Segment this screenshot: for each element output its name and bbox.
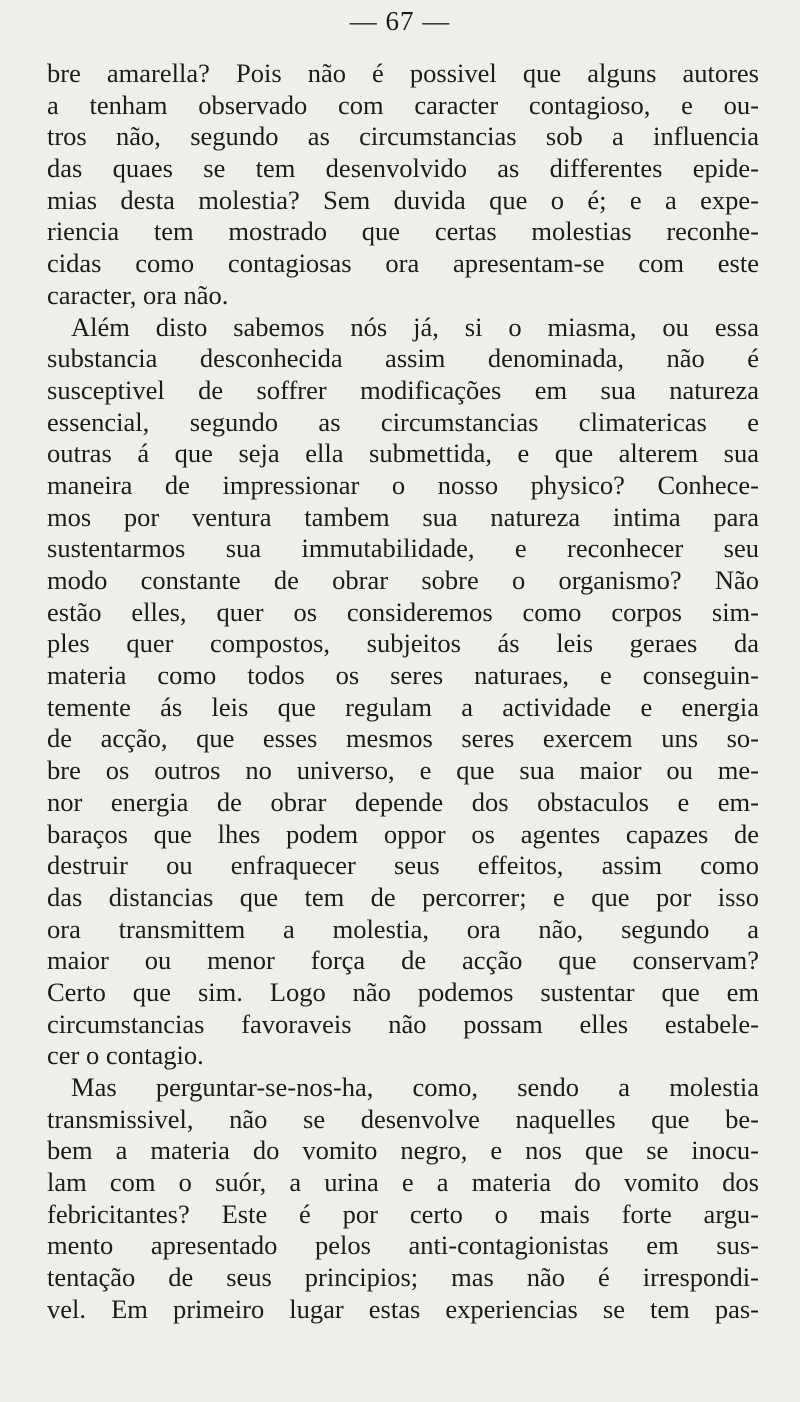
text-line: das distancias que tem de percorrer; e que por isso [47,881,759,912]
text-line: baraços que lhes podem oppor os agentes capazes de [47,818,759,849]
text-line: cidas como contagiosas ora apresentam-se com este [47,248,759,279]
text-line: estão elles, quer os consideremos como corpos sim- [47,596,759,627]
text-line: temente ás leis que regulam a actividade e energia [47,691,759,722]
text-line: tentação de seus principios; mas não é irrespondi- [47,1262,759,1293]
text-line: ora transmittem a molestia, ora não, segundo a [47,913,759,944]
text-line: bre amarella? Pois não é possivel que alguns autores [47,58,759,88]
text-line: mos por ventura tambem sua natureza intima para [47,501,759,532]
text-line: substancia desconhecida assim denominada, não é [47,343,759,374]
text-line: das quaes se tem desenvolvido as differentes epide- [47,153,759,184]
text-line: de acção, que esses mesmos seres exercem uns so- [47,723,759,754]
text-line: febricitantes? Este é por certo o mais forte argu- [47,1198,759,1229]
text-line: cer o contagio. [47,1040,204,1071]
text-line: Mas perguntar-se-nos-ha, como, sendo a molestia [71,1072,759,1102]
text-line: maior ou menor força de acção que conservam? [47,945,759,976]
text-line: lam com o suór, a urina e a materia do vomito dos [47,1167,759,1198]
text-line: modo constante de obrar sobre o organismo? Não [47,565,759,595]
text-line: mento apresentado pelos anti-contagionistas em sus- [47,1230,759,1261]
body-text [47,58,759,1326]
text-line: caracter, ora não. [47,279,229,310]
page-number: — 67 — [349,6,451,36]
text-line: nor energia de obrar depende dos obstaculos e em- [47,786,759,817]
text-line: destruir ou enfraquecer seus effeitos, assim como [47,850,759,881]
text-line: outras á que seja ella submettida, e que alterem sua [47,438,759,469]
text-line: circumstancias favoraveis não possam elles estabele- [47,1008,759,1039]
text-line: materia como todos os seres naturaes, e conseguin- [47,660,759,691]
text-line: Além disto sabemos nós já, si o miasma, ou essa [71,311,759,342]
text-line: riencia tem mostrado que certas molestias reconhe- [47,216,759,247]
text-line: sustentarmos sua immutabilidade, e reconhecer seu [47,533,759,564]
text-line: essencial, segundo as circumstancias climatericas e [47,406,759,437]
text-line: tros não, segundo as circumstancias sob a influencia [47,121,759,152]
text-line: transmissivel, não se desenvolve naquelles que be- [47,1103,759,1134]
text-line: Certo que sim. Logo não podemos sustentar que em [47,976,759,1007]
text-line: bem a materia do vomito negro, e nos que se inocu- [47,1135,759,1166]
text-line: vel. Em primeiro lugar estas experiencias se tem pas- [47,1293,759,1324]
text-line: a tenham observado com caracter contagioso, e ou- [47,89,759,120]
text-line: bre os outros no universo, e que sua maior ou me- [47,755,759,786]
text-line: ples quer compostos, subjeitos ás leis geraes da [47,628,759,659]
text-line: susceptivel de soffrer modificações em sua natureza [47,374,759,405]
text-line: mias desta molestia? Sem duvida que o é; e a expe- [47,184,759,215]
text-line: maneira de impressionar o nosso physico? Conhece- [47,469,759,500]
